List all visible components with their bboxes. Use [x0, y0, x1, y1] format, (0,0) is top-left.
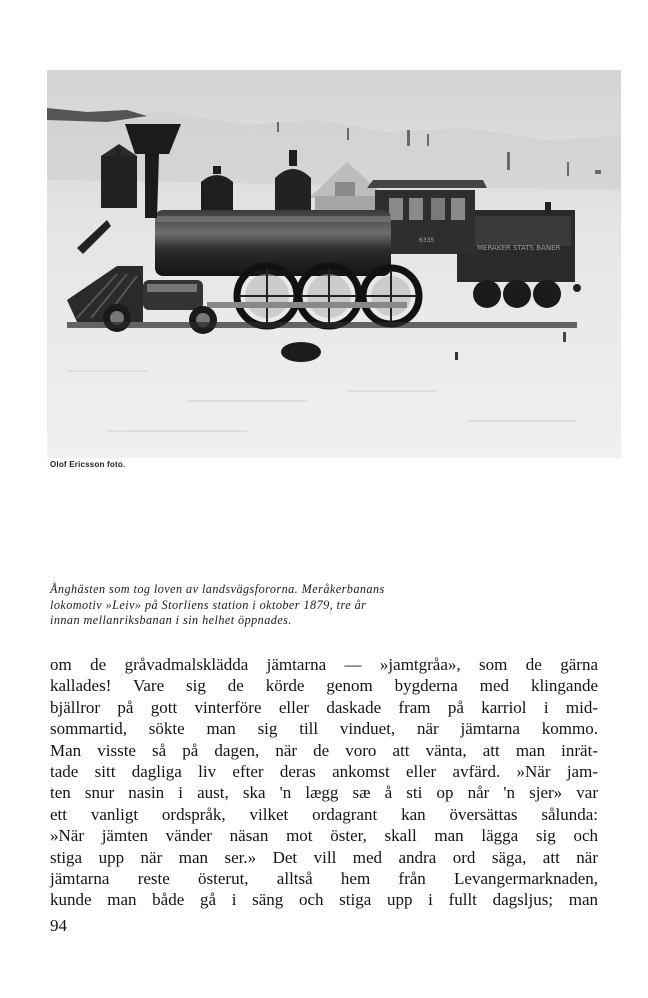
body-line: jämtarna reste österut, alltså hem från Levangermarknaden,	[50, 869, 598, 889]
body-line: kallades! Vare sig de körde genom bygderna med klingande	[50, 676, 598, 696]
body-line: ett vanligt ordspråk, vilket ordagrant kan översättas sålunda:	[50, 804, 598, 824]
body-line: kunde man både gå i säng och stiga upp i fullt dagsljus; man	[50, 890, 598, 910]
caption-line: Ånghästen som tog loven av landsvägsfororna. Meråkerbanans	[50, 582, 385, 596]
body-line: bjällror på gott vinterföre eller daskade fram på karriol i mid-	[50, 697, 598, 717]
body-line: om de gråvadmalsklädda jämtarna — »jamtgråa», som de gärna	[50, 655, 598, 674]
body-paragraph	[50, 654, 598, 911]
svg-text:6335: 6335	[419, 237, 435, 244]
body-line: stiga upp när man ser.» Det vill med andra ord säga, att när	[50, 847, 598, 867]
body-line: »När jämten vänder näsan mot öster, skall man lägga sig och	[50, 826, 598, 846]
caption-line: innan mellanriksbanan i sin helhet öppnades.	[50, 613, 292, 627]
caption-line: lokomotiv »Leiv» på Storliens station i oktober 1879, tre år	[50, 597, 367, 612]
body-line: tade sitt dagliga liv efter deras ankomst eller avfärd. »När jam-	[50, 762, 598, 782]
body-line: Man visste så på dagen, när de voro att vänta, att man inrät-	[50, 740, 598, 760]
locomotive-photo	[47, 70, 621, 458]
tender-lettering: MERAKER STATS BANER	[477, 244, 561, 252]
photo-caption	[50, 582, 610, 629]
page-number: 94	[50, 916, 67, 935]
body-line: sommartid, sökte man sig till vinduet, när jämtarna kommo.	[50, 719, 598, 739]
body-line: ten snur nasin i aust, ska 'n lægg sæ å sti op når 'n sjer» var	[50, 783, 598, 803]
photo-credit: Olof Ericsson foto.	[50, 460, 126, 469]
